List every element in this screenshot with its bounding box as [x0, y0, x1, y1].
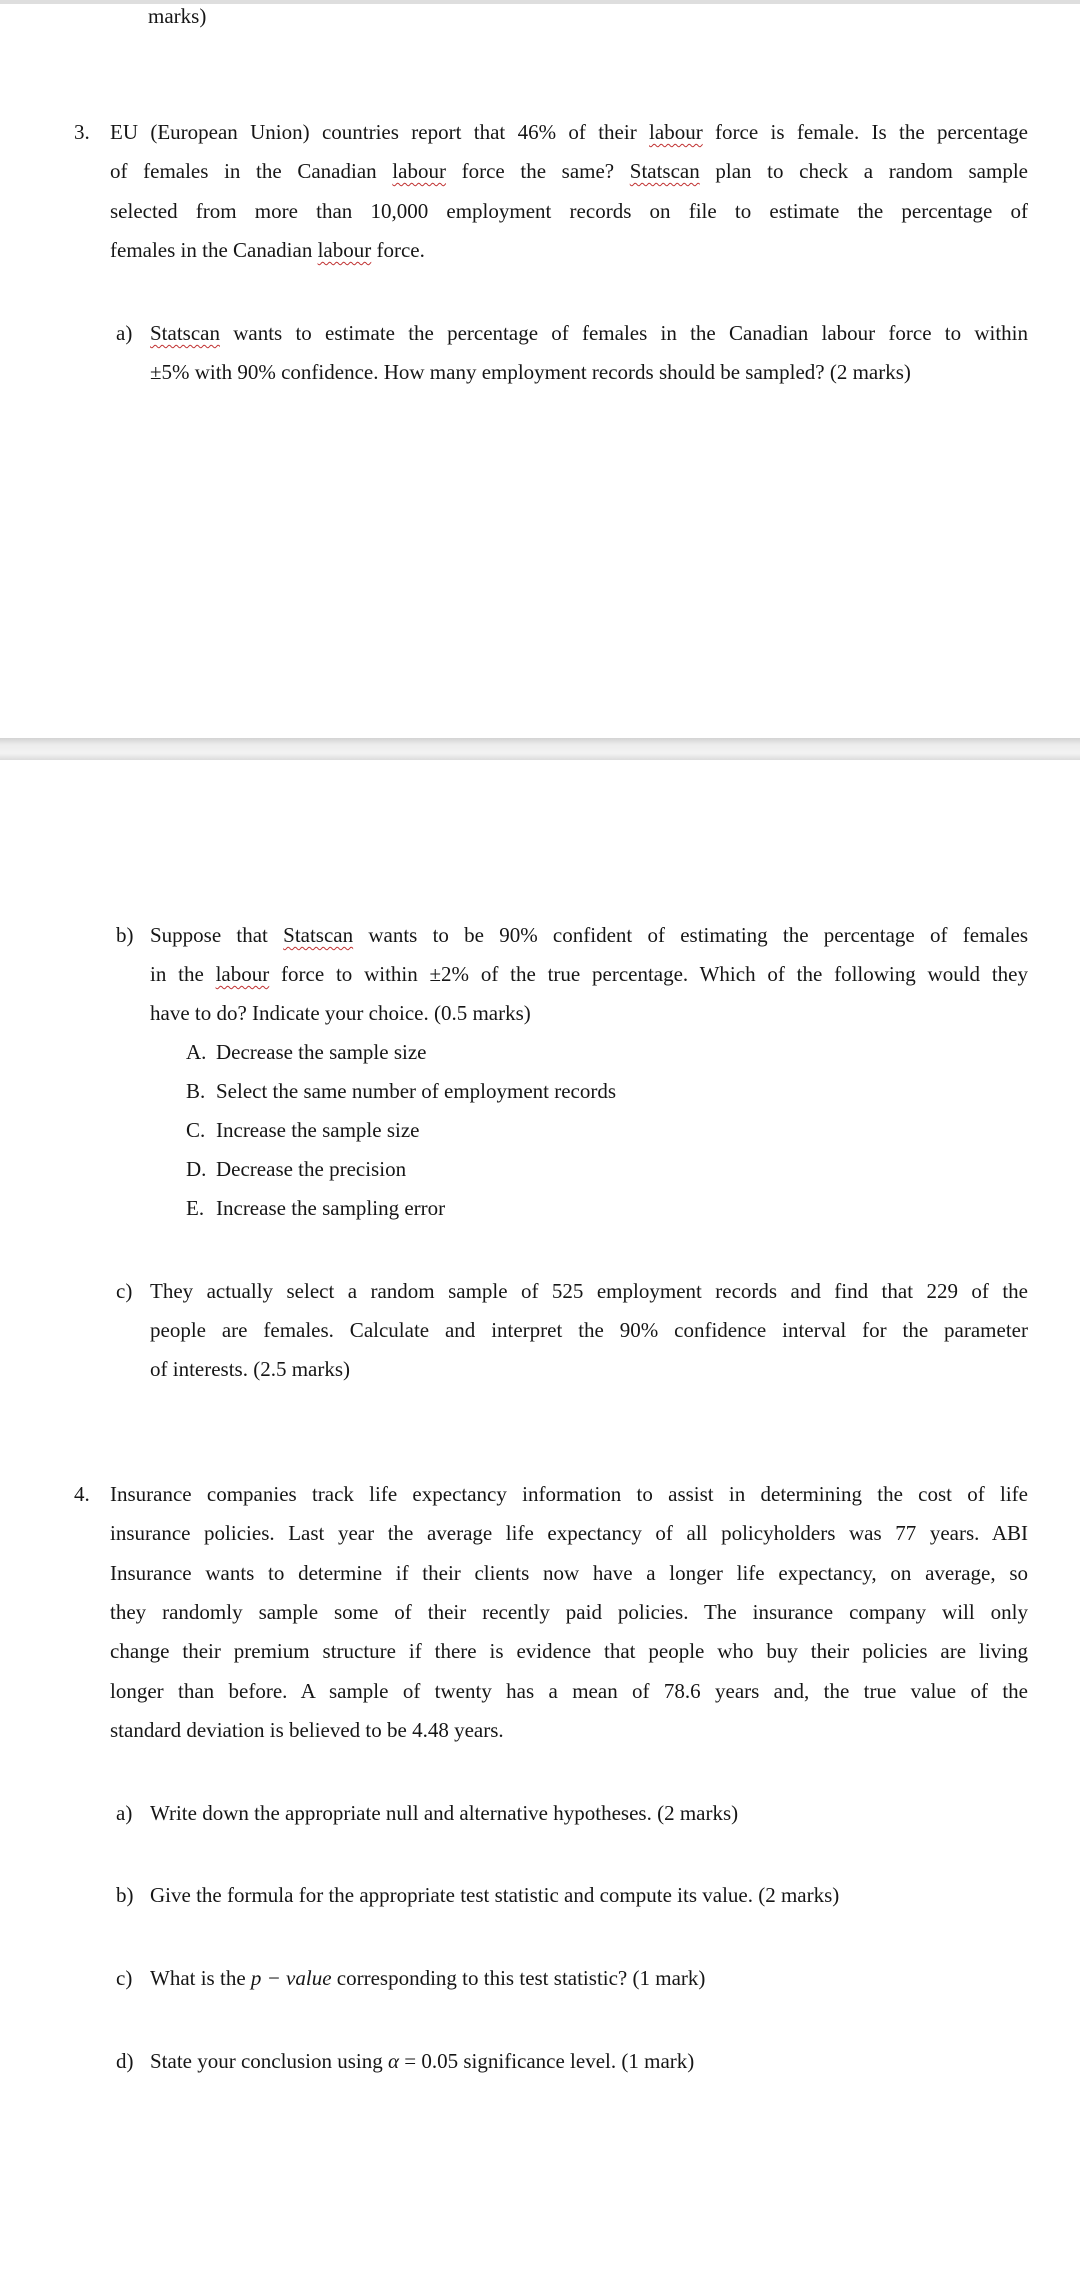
q4-stem-line: longer than before. A sample of twenty has a mean of 78.6 years and, the true value of the	[110, 1679, 1028, 1703]
spellcheck-underlined-word: labour	[215, 962, 270, 986]
q3a-text-line: Statscan wants to estimate the percentage of females in the Canadian labour force to within	[150, 321, 1028, 345]
option-b-text: Select the same number of employment records	[216, 1079, 617, 1103]
q4d-label: d)	[116, 2049, 134, 2073]
option-e-text: Increase the sampling error	[216, 1196, 446, 1220]
math-symbol: α	[387, 2049, 400, 2073]
spellcheck-underlined-word: Statscan	[150, 321, 220, 345]
document-page-bottom	[0, 760, 1080, 2280]
q3c-label: c)	[116, 1279, 133, 1303]
q3c-text-line: people are females. Calculate and interpret the 90% confidence interval for the parameter	[150, 1318, 1028, 1342]
option-c-text: Increase the sample size	[216, 1118, 420, 1142]
previous-question-tail: marks)	[148, 4, 207, 28]
q4c-text-line: What is the p − value corresponding to this test statistic? (1 mark)	[150, 1966, 706, 1990]
option-a-letter: A.	[186, 1040, 207, 1064]
page-break	[0, 738, 1080, 760]
q3-stem-line: of females in the Canadian labour force the same? Statscan plan to check a random sample	[110, 159, 1028, 183]
q4-stem-line: standard deviation is believed to be 4.48 years.	[110, 1718, 504, 1742]
math-symbol: p − value	[250, 1966, 332, 1990]
q3b-text-line: Suppose that Statscan wants to be 90% confident of estimating the percentage of females	[150, 923, 1028, 947]
q3-stem-line: females in the Canadian labour force.	[110, 238, 425, 262]
q3a-text-line: ±5% with 90% confidence. How many employment records should be sampled? (2 marks)	[150, 360, 911, 384]
question-4-number: 4.	[74, 1482, 90, 1506]
option-a-text: Decrease the sample size	[216, 1040, 427, 1064]
q4-stem-line: Insurance wants to determine if their clients now have a longer life expectancy, on average, so	[110, 1561, 1028, 1585]
spellcheck-underlined-word: labour	[392, 159, 446, 183]
document-page-top	[0, 0, 1080, 738]
q3b-label: b)	[116, 923, 134, 947]
q4a-label: a)	[116, 1801, 133, 1825]
q4c-label: c)	[116, 1966, 133, 1990]
q3-stem-line: selected from more than 10,000 employment records on file to estimate the percentage of	[110, 199, 1028, 223]
q4b-text-line: Give the formula for the appropriate test statistic and compute its value. (2 marks)	[150, 1883, 840, 1907]
question-3-number: 3.	[74, 120, 90, 144]
q4-stem-line: change their premium structure if there is evidence that people who buy their policies are living	[110, 1639, 1028, 1663]
option-b-letter: B.	[186, 1079, 206, 1103]
option-d-letter: D.	[186, 1157, 207, 1181]
spellcheck-underlined-word: labour	[317, 238, 372, 262]
q3b-text-line: have to do? Indicate your choice. (0.5 marks)	[150, 1001, 531, 1025]
spellcheck-underlined-word: Statscan	[629, 159, 700, 183]
q4-stem-line: Insurance companies track life expectancy information to assist in determining the cost of life	[110, 1482, 1028, 1506]
q3c-text-line: of interests. (2.5 marks)	[150, 1357, 351, 1381]
spellcheck-underlined-word: labour	[649, 120, 703, 144]
q4-stem-line: insurance policies. Last year the average life expectancy of all policyholders was 77 years. ABI	[110, 1521, 1028, 1545]
option-d-text: Decrease the precision	[216, 1157, 407, 1181]
q3b-text-line: in the labour force to within ±2% of the true percentage. Which of the following would they	[150, 962, 1028, 986]
q3-stem-line: EU (European Union) countries report that 46% of their labour force is female. Is the percentage	[110, 120, 1028, 144]
q3a-label: a)	[116, 321, 133, 345]
q4-stem-line: they randomly sample some of their recently paid policies. The insurance company will only	[110, 1600, 1028, 1624]
option-e-letter: E.	[186, 1196, 205, 1220]
q3c-text-line: They actually select a random sample of 525 employment records and find that 229 of the	[150, 1279, 1028, 1303]
q4b-label: b)	[116, 1883, 134, 1907]
spellcheck-underlined-word: Statscan	[283, 923, 354, 947]
q4d-text-line: State your conclusion using α = 0.05 significance level. (1 mark)	[150, 2049, 695, 2073]
option-c-letter: C.	[186, 1118, 206, 1142]
q4a-text-line: Write down the appropriate null and alternative hypotheses. (2 marks)	[150, 1801, 739, 1825]
